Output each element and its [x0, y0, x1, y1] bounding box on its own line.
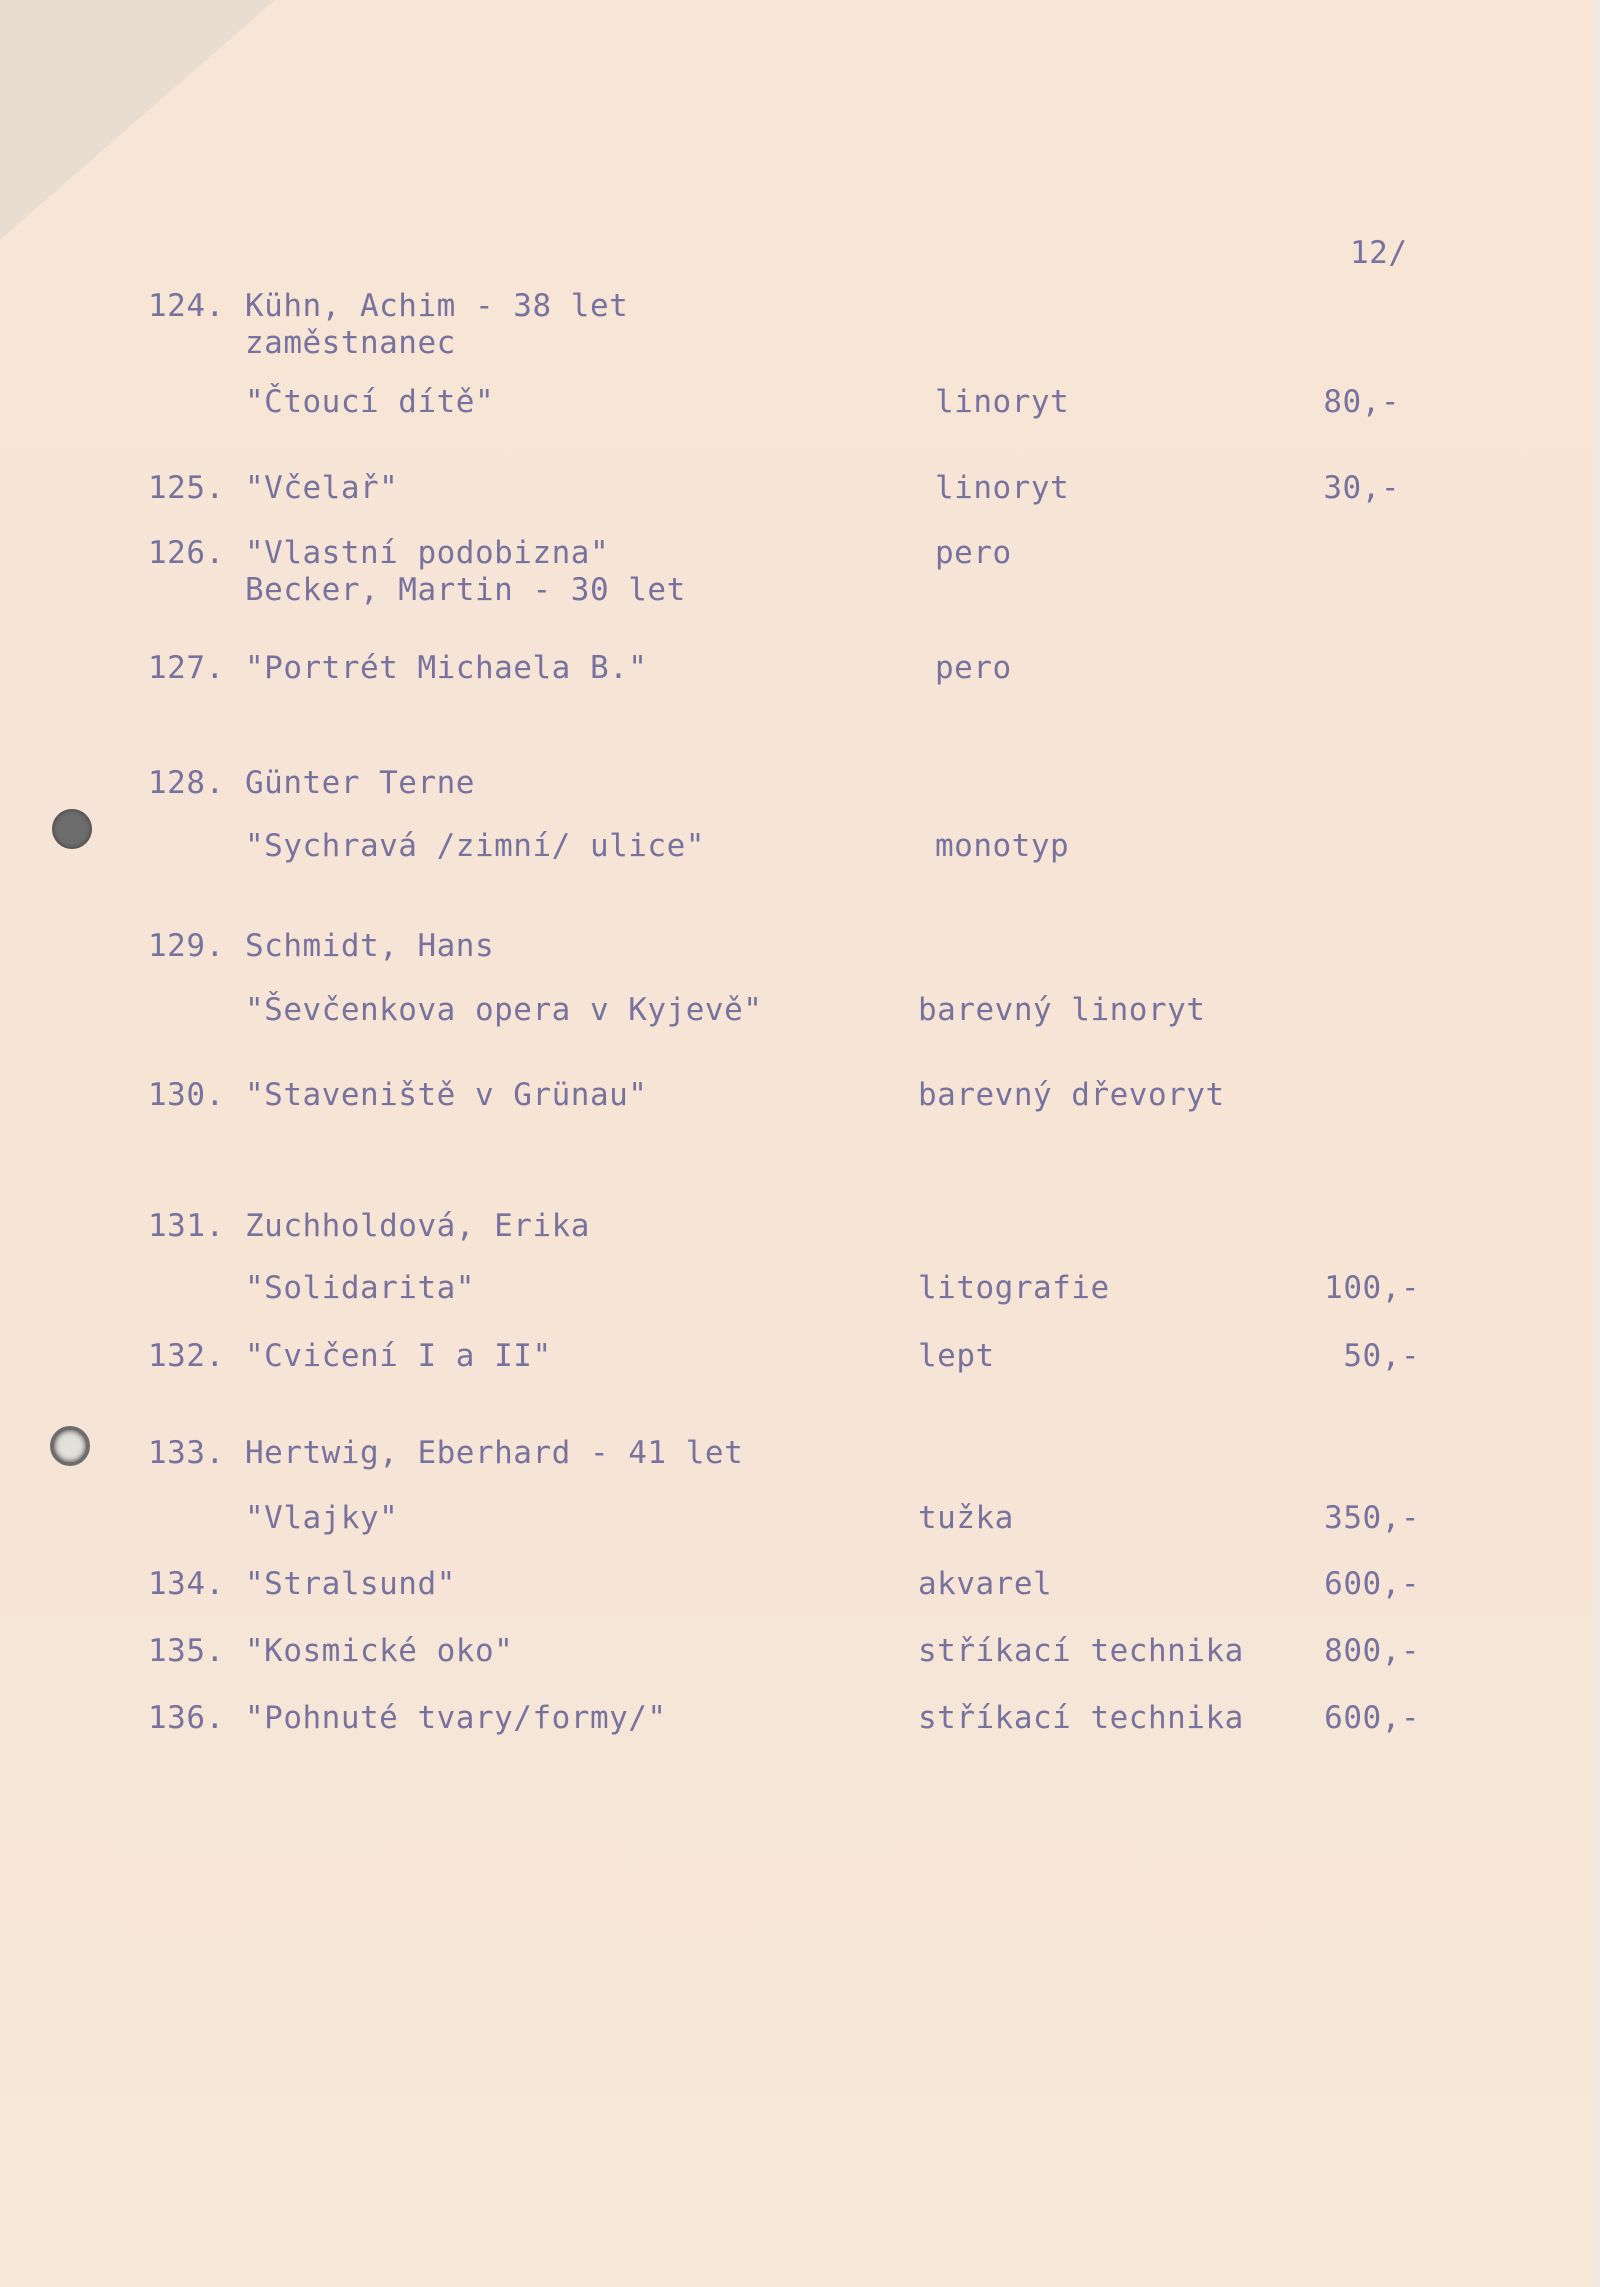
entry-number: 136. — [148, 1700, 225, 1736]
technique: litografie — [918, 1270, 1110, 1306]
page-edge — [1592, 0, 1600, 2287]
page-number: 12/ — [1350, 235, 1408, 271]
technique: barevný linoryt — [918, 992, 1206, 1028]
artwork-title: "Sychravá /zimní/ ulice" — [245, 828, 705, 864]
artwork-title: "Ševčenkova opera v Kyjevě" — [245, 992, 763, 1028]
artist-name: Schmidt, Hans — [245, 928, 495, 964]
technique: linoryt — [935, 384, 1070, 420]
technique: pero — [935, 650, 1012, 686]
price: 30,- — [1323, 470, 1400, 506]
price: 350,- — [1324, 1500, 1420, 1536]
punch-hole-icon — [50, 1426, 90, 1466]
technique: stříkací technika — [918, 1633, 1244, 1669]
technique: stříkací technika — [918, 1700, 1244, 1736]
price: 100,- — [1324, 1270, 1420, 1306]
entry-number: 132. — [148, 1338, 225, 1374]
price: 600,- — [1324, 1700, 1420, 1736]
entry-number: 130. — [148, 1077, 225, 1113]
artist-name: Kühn, Achim - 38 let — [245, 288, 629, 324]
entry-number: 133. — [148, 1435, 225, 1471]
artwork-title: "Stralsund" — [245, 1566, 456, 1602]
entry-number: 128. — [148, 765, 225, 801]
artist-name: Zuchholdová, Erika — [245, 1208, 590, 1244]
artwork-title: "Vlastní podobizna" — [245, 535, 610, 571]
artist-name: Becker, Martin - 30 let — [245, 572, 686, 608]
artwork-title: "Čtoucí dítě" — [245, 384, 495, 420]
entry-number: 134. — [148, 1566, 225, 1602]
entry-number: 124. — [148, 288, 225, 324]
price: 50,- — [1343, 1338, 1420, 1374]
entry-number: 135. — [148, 1633, 225, 1669]
punch-hole-icon — [52, 809, 92, 849]
artist-name: Günter Terne — [245, 765, 475, 801]
artwork-title: "Kosmické oko" — [245, 1633, 514, 1669]
technique: pero — [935, 535, 1012, 571]
technique: lept — [918, 1338, 995, 1374]
price: 600,- — [1324, 1566, 1420, 1602]
artist-note: zaměstnanec — [245, 325, 456, 361]
technique: barevný dřevoryt — [918, 1077, 1225, 1113]
entry-number: 131. — [148, 1208, 225, 1244]
entry-number: 129. — [148, 928, 225, 964]
artwork-title: "Portrét Michaela B." — [245, 650, 648, 686]
artwork-title: "Cvičení I a II" — [245, 1338, 552, 1374]
technique: tužka — [918, 1500, 1014, 1536]
technique: linoryt — [935, 470, 1070, 506]
entry-number: 126. — [148, 535, 225, 571]
artist-name: Hertwig, Eberhard - 41 let — [245, 1435, 744, 1471]
artwork-title: "Včelař" — [245, 470, 399, 506]
technique: akvarel — [918, 1566, 1053, 1602]
artwork-title: "Pohnuté tvary/formy/" — [245, 1700, 667, 1736]
artwork-title: "Solidarita" — [245, 1270, 475, 1306]
price: 800,- — [1324, 1633, 1420, 1669]
price: 80,- — [1323, 384, 1400, 420]
entry-number: 125. — [148, 470, 225, 506]
technique: monotyp — [935, 828, 1070, 864]
entry-number: 127. — [148, 650, 225, 686]
artwork-title: "Vlajky" — [245, 1500, 399, 1536]
folded-corner — [0, 0, 275, 240]
artwork-title: "Staveniště v Grünau" — [245, 1077, 648, 1113]
